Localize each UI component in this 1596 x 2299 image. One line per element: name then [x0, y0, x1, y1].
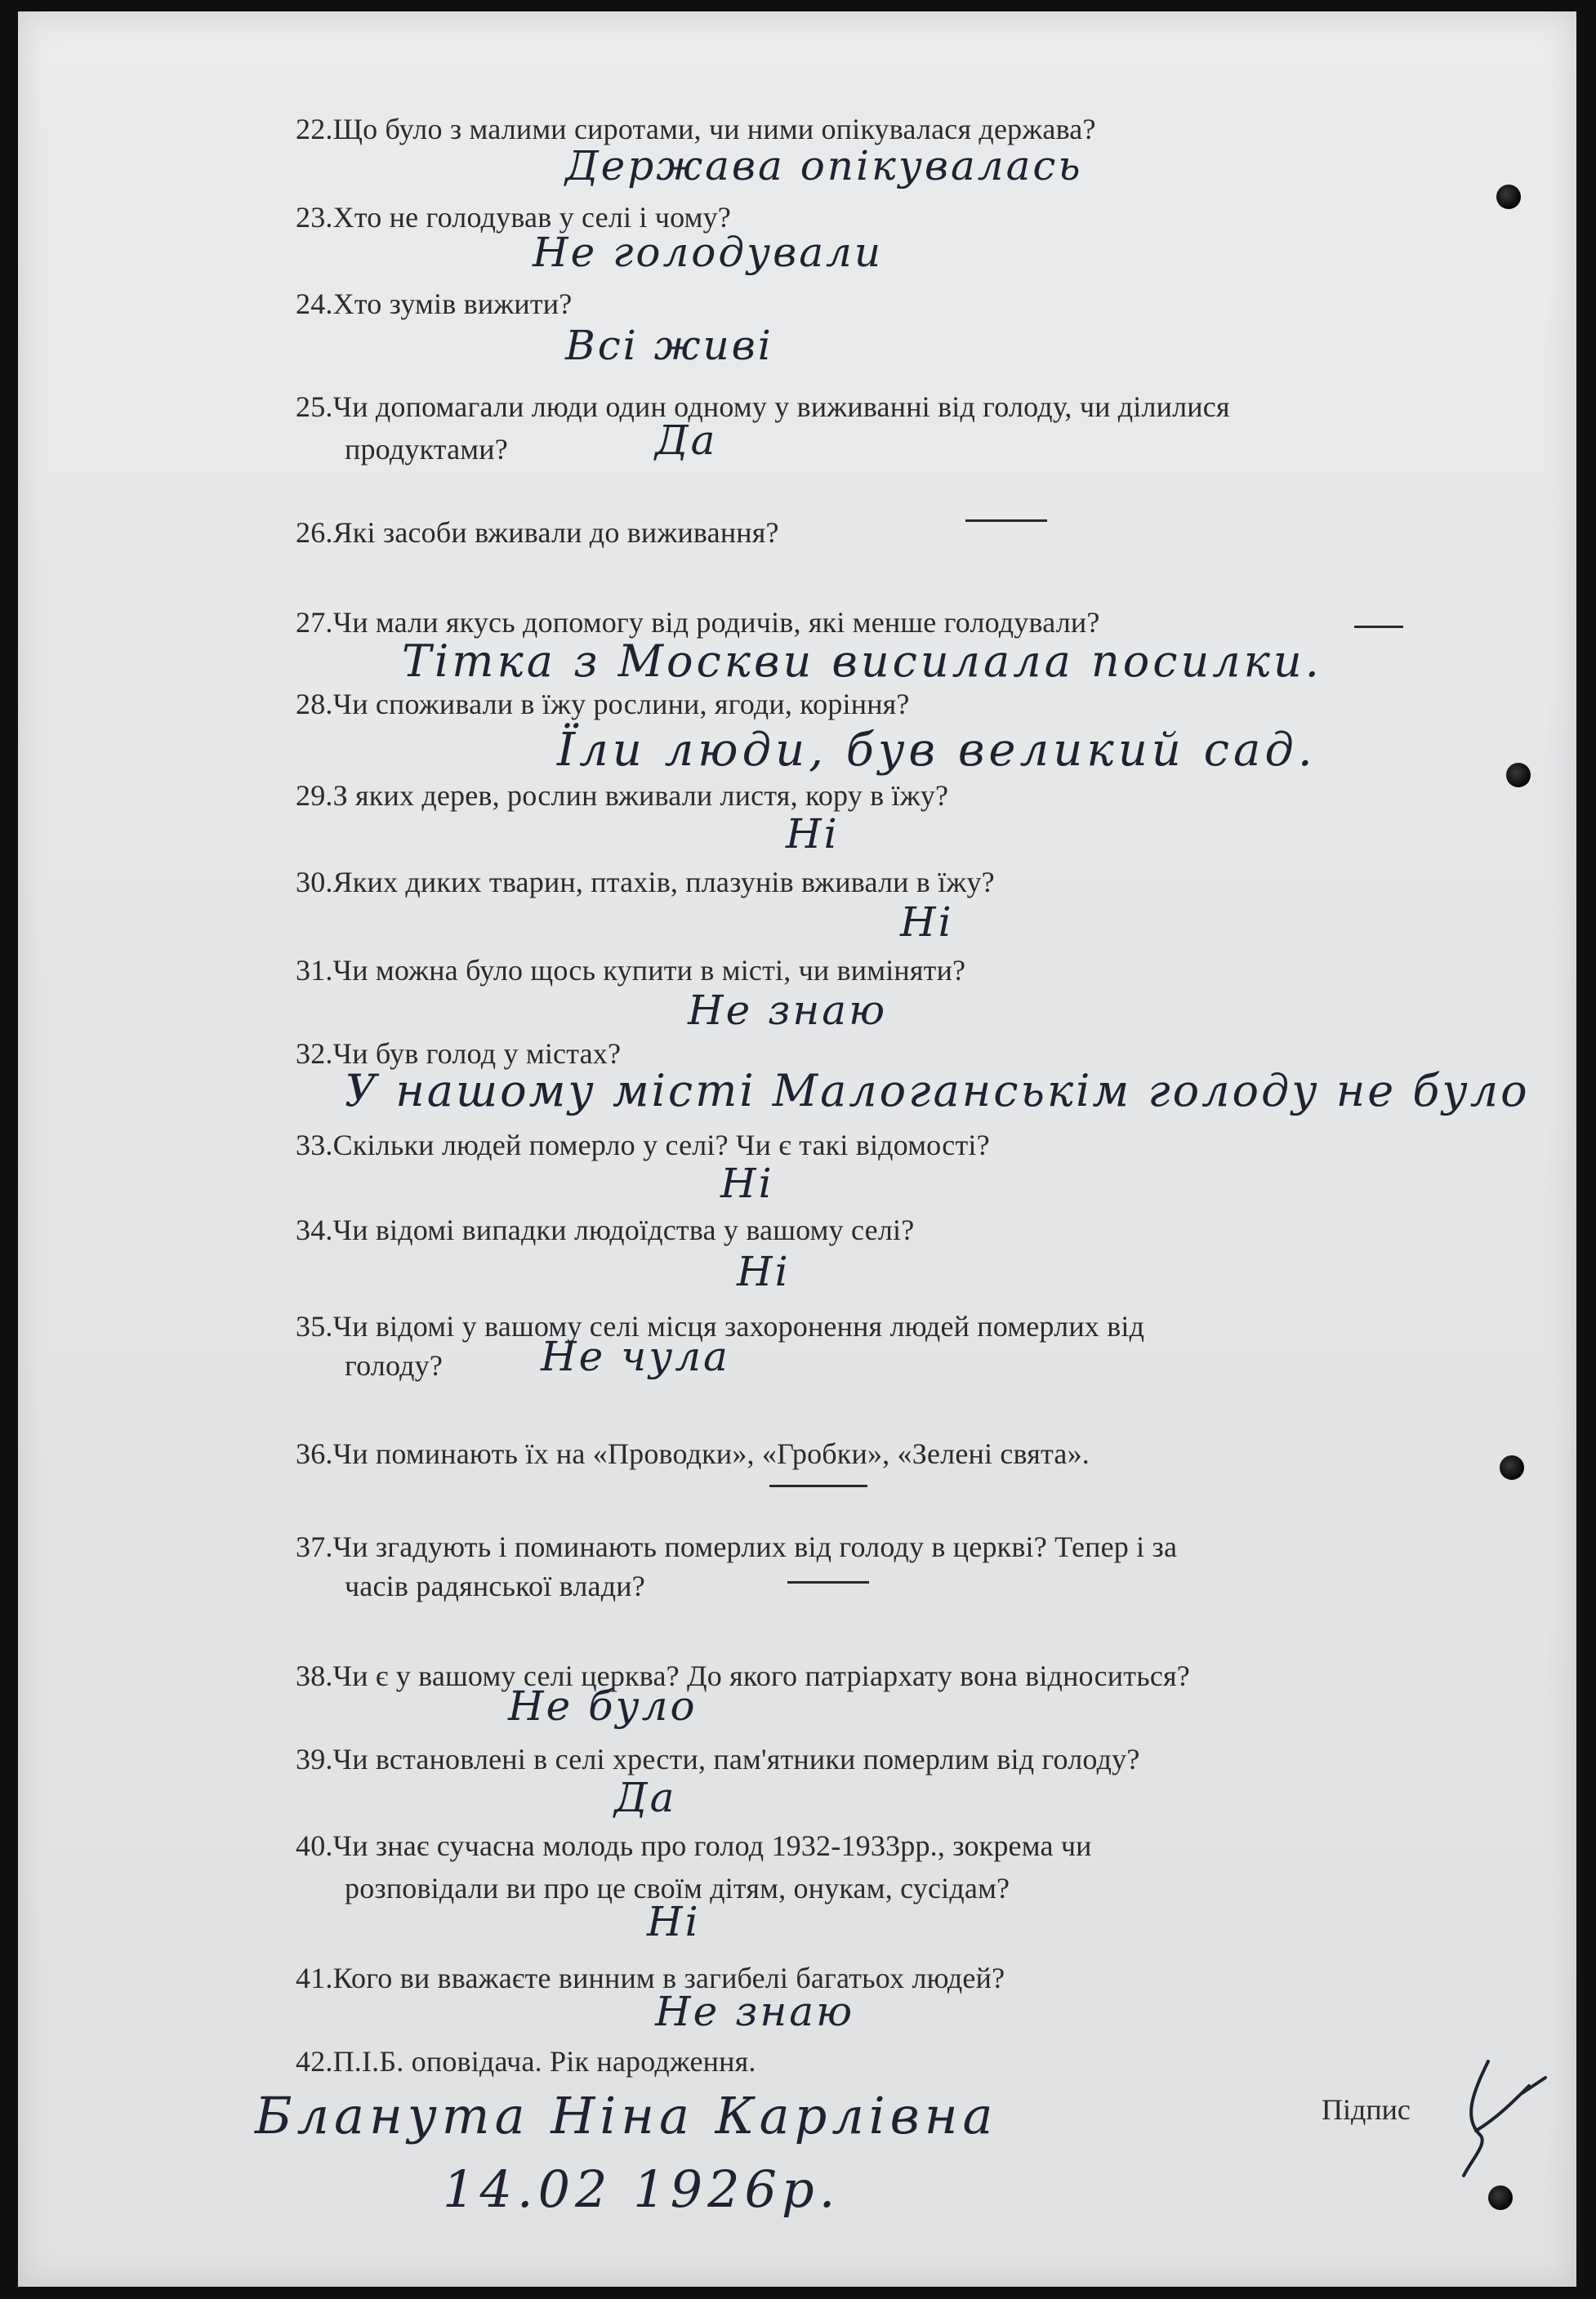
answer-28: Їли люди, був великий сад.	[557, 724, 1317, 777]
question-25: 25.Чи допомагали люди один одному у виживанні від голоду, чи ділилися	[296, 390, 1230, 423]
answer-35: Не чула	[541, 1333, 730, 1380]
answer-27-dash	[1354, 626, 1403, 628]
questionnaire-page	[18, 11, 1576, 2287]
punch-hole	[1496, 185, 1521, 209]
answer-39: Да	[614, 1774, 677, 1821]
question-32: 32.Чи був голод у містах?	[296, 1037, 622, 1070]
question-40-cont: розповідали ви про це своїм дітям, онукам, сусідам?	[345, 1872, 1010, 1905]
question-31: 31.Чи можна було щось купити в місті, чи виміняти?	[296, 954, 966, 987]
answer-38: Не було	[508, 1682, 698, 1730]
answer-30: Ні	[900, 898, 954, 946]
answer-34: Ні	[737, 1248, 791, 1295]
question-25-cont: продуктами?	[345, 433, 508, 466]
question-35-cont: голоду?	[345, 1349, 444, 1382]
punch-hole	[1500, 1455, 1524, 1480]
answer-42-name: Бланута Ніна Карлівна	[255, 2086, 998, 2145]
signature-label: Підпис	[1322, 2093, 1411, 2126]
punch-hole	[1488, 2185, 1513, 2210]
answer-22: Держава опікувалась	[565, 142, 1083, 189]
answer-23: Не голодували	[533, 229, 884, 276]
question-37: 37.Чи згадують і поминають померлих від голоду в церкві? Тепер і за	[296, 1530, 1178, 1563]
answer-24: Всі живі	[565, 322, 773, 369]
answer-27: Тітка з Москви висилала посилки.	[402, 635, 1322, 687]
answer-41: Не знаю	[655, 1988, 855, 2035]
question-33: 33.Скільки людей померло у селі? Чи є такі відомості?	[296, 1129, 990, 1161]
answer-29: Ні	[786, 810, 840, 858]
question-38: 38.Чи є у вашому селі церква? До якого патріархату вона відноситься?	[296, 1660, 1190, 1692]
answer-36-dash	[769, 1485, 867, 1487]
question-37-cont: часів радянської влади?	[345, 1570, 645, 1602]
answer-42-birth: 14.02 1926р.	[443, 2159, 840, 2219]
question-35: 35.Чи відомі у вашому селі місця захоронення людей померлих від	[296, 1310, 1145, 1343]
question-29: 29.З яких дерев, рослин вживали листя, кору в їжу?	[296, 779, 949, 812]
question-26: 26.Які засоби вживали до виживання?	[296, 516, 779, 549]
question-42: 42.П.І.Б. оповідача. Рік народження.	[296, 2045, 756, 2078]
question-30: 30.Яких диких тварин, птахів, плазунів вживали в їжу?	[296, 866, 995, 898]
answer-32: У нашому місті Малоганськім голоду не було	[345, 1065, 1530, 1116]
question-34: 34.Чи відомі випадки людоїдства у вашому селі?	[296, 1214, 915, 1246]
answer-25: Да	[655, 417, 718, 464]
question-27: 27.Чи мали якусь допомогу від родичів, які менше голодували?	[296, 606, 1100, 639]
question-23: 23.Хто не голодував у селі і чому?	[296, 201, 731, 234]
answer-26-dash	[965, 519, 1047, 522]
punch-hole	[1506, 763, 1531, 787]
question-40: 40.Чи знає сучасна молодь про голод 1932-1933рр., зокрема чи	[296, 1829, 1092, 1862]
question-41: 41.Кого ви вважаєте винним в загибелі багатьох людей?	[296, 1962, 1005, 1994]
question-22: 22.Що було з малими сиротами, чи ними опікувалася держава?	[296, 113, 1096, 145]
answer-40: Ні	[647, 1898, 701, 1945]
question-28: 28.Чи споживали в їжу рослини, ягоди, коріння?	[296, 688, 910, 720]
question-24: 24.Хто зумів вижити?	[296, 287, 573, 320]
answer-37-dash	[787, 1581, 869, 1584]
question-36: 36.Чи поминають їх на «Проводки», «Гробки», «Зелені свята».	[296, 1437, 1090, 1470]
answer-33: Ні	[720, 1160, 774, 1207]
question-39: 39.Чи встановлені в селі хрести, пам'ятники померлим від голоду?	[296, 1743, 1140, 1775]
answer-31: Не знаю	[688, 987, 888, 1034]
signature-mark	[1439, 2045, 1554, 2184]
